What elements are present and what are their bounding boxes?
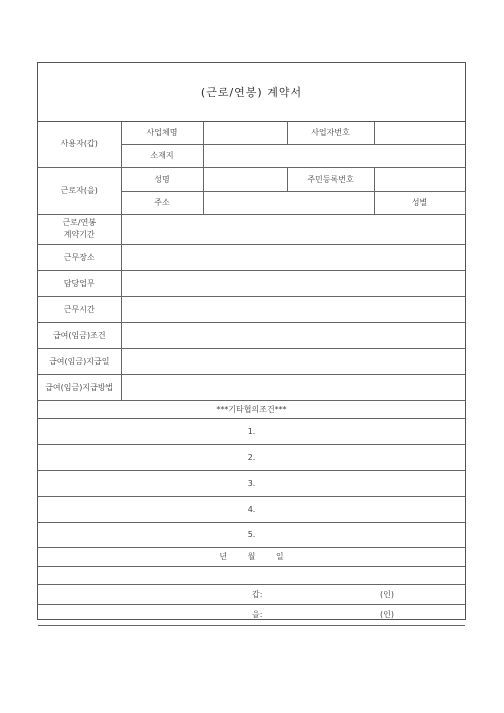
- date-line[interactable]: [38, 547, 465, 566]
- worker-name-field[interactable]: [203, 167, 287, 191]
- business-number-label: 사업자번호: [287, 121, 374, 144]
- other-term-item-2[interactable]: 2.: [38, 444, 465, 470]
- contract-period-line1: 근로/연봉: [62, 218, 97, 227]
- date-month: 월: [247, 552, 256, 561]
- pay-day-label: 급여(임금)지급일: [38, 348, 121, 374]
- duties-field[interactable]: [121, 270, 465, 296]
- party-b-label: 을:: [252, 610, 263, 619]
- work-hours-label: 근무시간: [38, 296, 121, 322]
- company-name-label: 사업체명: [121, 121, 203, 144]
- signature-row-b[interactable]: [38, 604, 465, 625]
- other-term-item-4[interactable]: 4.: [38, 496, 465, 522]
- pay-method-field[interactable]: [121, 374, 465, 400]
- duties-label: 담당업무: [38, 270, 121, 296]
- form-title: (근로/연봉) 계약서: [38, 63, 465, 122]
- worker-address-label: 주소: [121, 191, 203, 214]
- work-hours-field[interactable]: [121, 296, 465, 322]
- gender-label: 성별: [374, 191, 465, 214]
- contract-table: [38, 121, 465, 626]
- contract-period-line2: 계약기간: [63, 230, 95, 239]
- employer-address-label: 소재지: [121, 144, 203, 167]
- pay-conditions-label: 급여(임금)조건: [38, 322, 121, 348]
- pay-day-field[interactable]: [121, 348, 465, 374]
- employer-label: 사용자(갑): [38, 121, 121, 167]
- employer-address-field[interactable]: [203, 144, 465, 167]
- blank-row: [38, 566, 465, 584]
- contract-form: [37, 62, 466, 620]
- work-place-label: 근무장소: [38, 244, 121, 270]
- other-term-item-5[interactable]: 5.: [38, 522, 465, 547]
- business-number-field[interactable]: [374, 121, 465, 144]
- party-b-seal: (인): [380, 610, 394, 619]
- pay-conditions-field[interactable]: [121, 322, 465, 348]
- worker-address-field[interactable]: [203, 191, 374, 214]
- worker-label: 근로자(을): [38, 167, 121, 214]
- resident-number-label: 주민등록번호: [287, 167, 374, 191]
- signature-row-a[interactable]: [38, 584, 465, 604]
- other-term-item-1[interactable]: 1.: [38, 418, 465, 444]
- contract-period-field[interactable]: [121, 214, 465, 244]
- party-a-label: 갑:: [252, 589, 263, 599]
- party-a-seal: (인): [380, 589, 394, 599]
- date-year: 년: [219, 552, 228, 561]
- company-name-field[interactable]: [203, 121, 287, 144]
- pay-method-label: 급여(임금)지급방법: [38, 374, 121, 400]
- resident-number-field[interactable]: [374, 167, 465, 191]
- work-place-field[interactable]: [121, 244, 465, 270]
- worker-name-label: 성명: [121, 167, 203, 191]
- date-day: 일: [275, 552, 284, 561]
- other-terms-header: ***기타협의조건***: [38, 400, 465, 418]
- other-term-item-3[interactable]: 3.: [38, 470, 465, 496]
- contract-period-label: [38, 214, 121, 244]
